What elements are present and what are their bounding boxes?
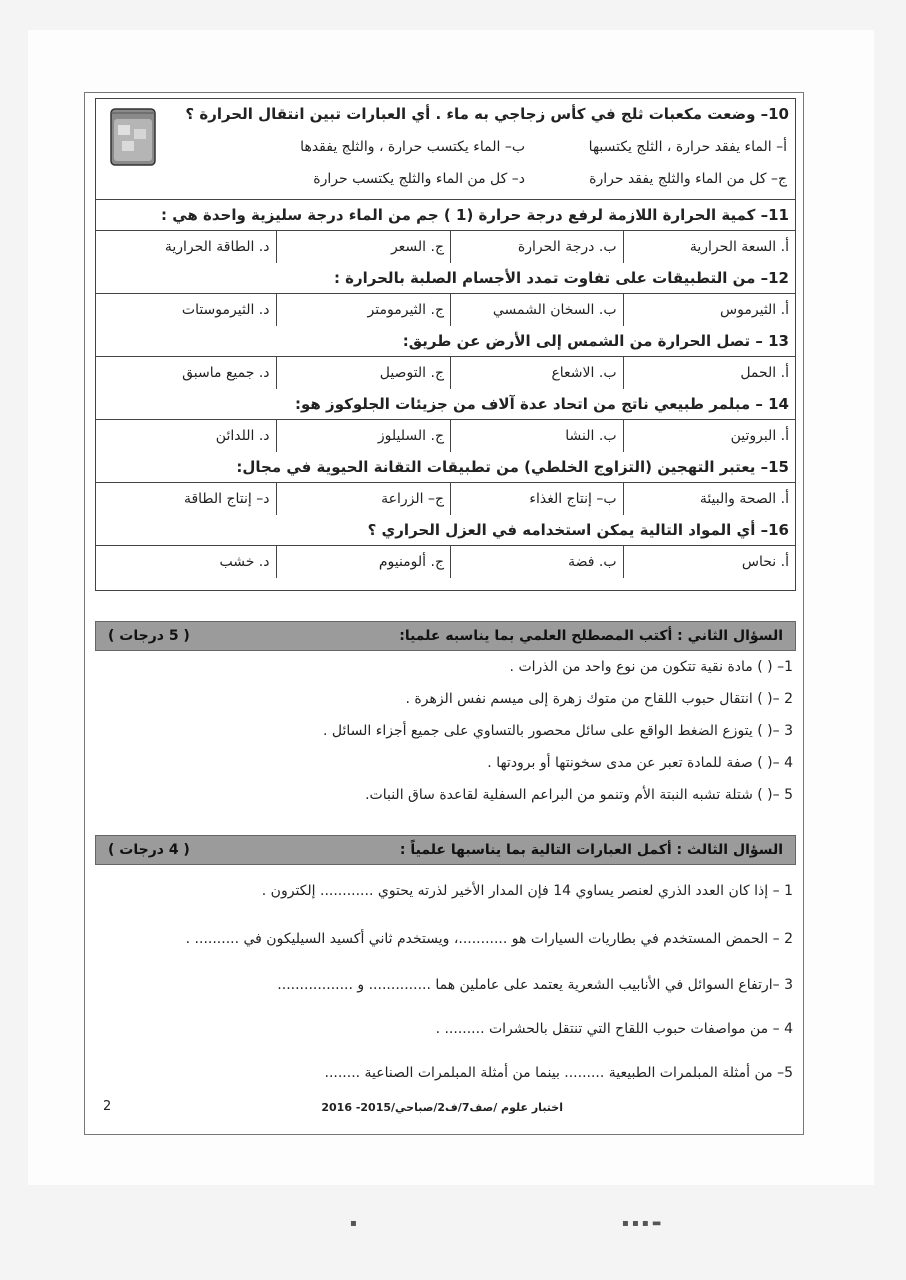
options-row [96, 294, 795, 326]
question-title: 12– من التطبيقات على تفاوت تمدد الأجسام الصلبة بالحرارة : [96, 263, 795, 294]
question-11 [96, 200, 795, 263]
question-title: 14 – مبلمر طبيعي ناتج من اتحاد عدة آلاف من جزيئات الجلوكوز هو: [96, 389, 795, 420]
option-b: ب. النشا [450, 420, 623, 452]
scan-mark: ▪ ▪ ▪ ▬ [622, 1218, 662, 1229]
question-12 [96, 263, 795, 326]
option-d: د. اللدائن [215, 428, 270, 444]
section3-item: 3 –ارتفاع السوائل في الأنابيب الشعرية يعتمد على عاملين هما .............. و ................. [277, 977, 793, 993]
option-b: ب– إنتاج الغذاء [450, 483, 623, 515]
option-c: ج. التوصيل [276, 357, 451, 389]
option-b: ب. درجة الحرارة [450, 231, 623, 263]
section3-item: 5– من أمثلة المبلمرات الطبيعية ......... بينما من أمثلة المبلمرات الصناعية ........ [324, 1065, 793, 1081]
section2-item: 1– ( ) مادة نقية تتكون من نوع واحد من الذرات . [509, 659, 793, 675]
question-title: 13 – تصل الحرارة من الشمس إلى الأرض عن طريق: [96, 326, 795, 357]
option-c: ج. السليلوز [276, 420, 451, 452]
section3-marks: ( 4 درجات ) [108, 842, 190, 858]
section2-title: السؤال الثاني : أكتب المصطلح العلمي بما يناسبه علميا: [399, 628, 783, 644]
option-a: أ. البروتين [623, 420, 796, 452]
beaker-with-ice-icon [108, 107, 158, 167]
option-d: د. خشب [219, 554, 270, 570]
page-number: 2 [103, 1099, 112, 1114]
question-title: 10– وضعت مكعبات ثلج في كأس زجاجي به ماء . أي العبارات تبين انتقال الحرارة ؟ [185, 105, 789, 123]
options-row [96, 483, 795, 515]
section2-marks: ( 5 درجات ) [108, 628, 190, 644]
option-c: ج– كل من الماء والثلج يفقد حرارة [589, 171, 787, 187]
section2-item: 2 –( ) انتقال حبوب اللقاح من متوك زهرة إلى ميسم نفس الزهرة . [405, 691, 793, 707]
options-row [96, 357, 795, 389]
option-a: أ– الماء يفقد حرارة ، الثلج يكتسبها [588, 139, 787, 155]
option-d: د. الثيرموستات [181, 302, 270, 318]
section3-item: 2 – الحمض المستخدم في بطاريات السيارات هو ...........، ويستخدم ثاني أكسيد السيليكون في .......... . [185, 931, 793, 947]
options-row [96, 231, 795, 263]
section2-header [95, 621, 796, 651]
option-d: د. الطاقة الحرارية [164, 239, 270, 255]
option-c: ج. ألومنيوم [276, 546, 451, 578]
option-b: ب. السخان الشمسي [450, 294, 623, 326]
multiple-choice-section [95, 98, 796, 591]
option-b: ب. فضة [450, 546, 623, 578]
exam-page [84, 92, 804, 1135]
option-a: أ. الثيرموس [623, 294, 796, 326]
question-13 [96, 326, 795, 389]
option-a: أ. الحمل [623, 357, 796, 389]
section2-item: 4 –( ) صفة للمادة تعبر عن مدى سخونتها أو برودتها . [487, 755, 793, 771]
option-b: ب– الماء يكتسب حرارة ، والثلج يفقدها [300, 139, 525, 155]
section3-title: السؤال الثالث : أكمل العبارات التالية بما يناسبها علمياً : [399, 842, 783, 858]
scan-mark: ▪ [350, 1218, 357, 1229]
section2-item: 5 –( ) شتلة تشبه النبتة الأم وتنمو من البراعم السفلية لقاعدة ساق النبات. [365, 787, 793, 803]
option-a: أ. نحاس [623, 546, 796, 578]
question-10 [96, 99, 795, 200]
question-title: 11– كمية الحرارة اللازمة لرفع درجة حرارة (1 ) جم من الماء درجة سليزية واحدة هي : [96, 200, 795, 231]
exam-info: اختبار علوم /صف7/ف2/صباحي/2015- 2016 [321, 1101, 563, 1114]
option-d: د. جميع ماسبق [182, 365, 270, 381]
option-a: أ. السعة الحرارية [623, 231, 796, 263]
question-15 [96, 452, 795, 515]
option-b: ب. الاشعاع [450, 357, 623, 389]
question-16 [96, 515, 795, 578]
options-row [96, 420, 795, 452]
section3-item: 4 – من مواصفات حبوب اللقاح التي تنتقل بالحشرات ......... . [435, 1021, 793, 1037]
option-c: ج– الزراعة [276, 483, 451, 515]
option-a: أ. الصحة والبيئة [623, 483, 796, 515]
option-d: د– كل من الماء والثلج يكتسب حرارة [313, 171, 525, 187]
question-14 [96, 389, 795, 452]
section2-item: 3 –( ) يتوزع الضغط الواقع على سائل محصور بالتساوي على جميع أجزاء السائل . [322, 723, 793, 739]
option-c: ج. الثيرمومتر [276, 294, 451, 326]
section3-header [95, 835, 796, 865]
question-title: 16– أي المواد التالية يمكن استخدامه في العزل الحراري ؟ [96, 515, 795, 546]
option-c: ج. السعر [276, 231, 451, 263]
section3-item: 1 – إذا كان العدد الذري لعنصر يساوي 14 فإن المدار الأخير لذرته يحتوي ............ إلكترون . [261, 883, 793, 899]
options-row [96, 546, 795, 578]
option-d: د– إنتاج الطاقة [183, 491, 270, 507]
question-title: 15– يعتبر التهجين (التزاوج الخلطي) من تطبيقات التقانة الحيوية في مجال: [96, 452, 795, 483]
